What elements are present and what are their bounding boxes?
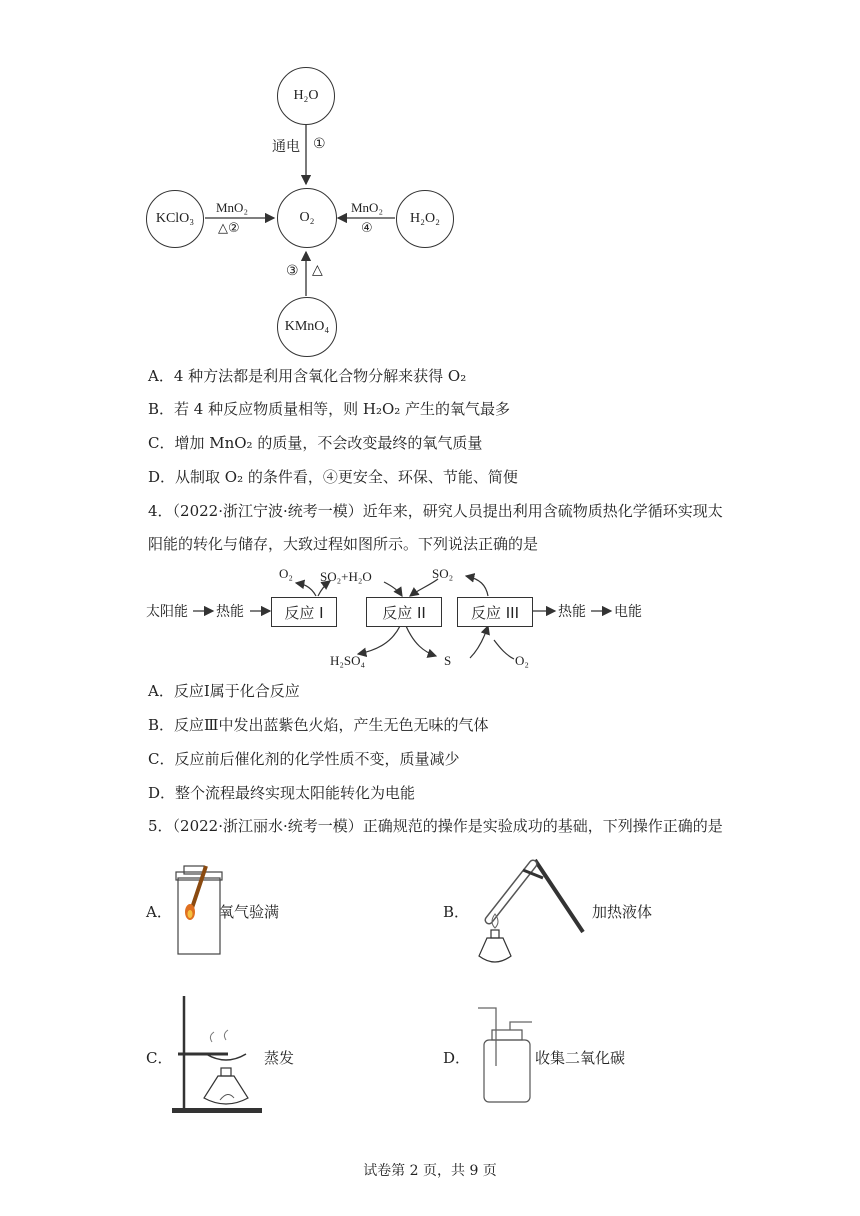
- label-heat-in: 热能: [216, 604, 244, 620]
- q5-option-b-letter: B．: [443, 903, 470, 921]
- label-electrolysis: 通电: [272, 139, 300, 155]
- page-footer: 试卷第 2 页，共 9 页: [363, 1163, 497, 1179]
- label-o2-top: O₂: [279, 566, 293, 581]
- q5-option-a-letter: A．: [146, 903, 172, 921]
- node-h2o: H₂O: [277, 67, 335, 125]
- q4-option-d: D．整个流程最终实现太阳能转化为电能: [148, 784, 416, 802]
- q5-option-a-caption: 氧气验满: [219, 903, 280, 921]
- label-heat-route-3: △: [312, 262, 323, 278]
- label-sulfur: S: [444, 653, 452, 668]
- q5-stem: 5．（2022·浙江丽水·统考一模）正确规范的操作是实验成功的基础，下列操作正确的是: [148, 817, 723, 835]
- q5-option-c-letter: C．: [146, 1049, 173, 1067]
- label-electric-energy: 电能: [614, 604, 642, 620]
- label-route-4: ④: [361, 221, 373, 236]
- label-heat-out: 热能: [558, 604, 586, 620]
- label-o2-bottom: O₂: [515, 653, 529, 668]
- label-so2-top: SO₂: [432, 566, 454, 581]
- q4-option-c: C．反应前后催化剂的化学性质不变，质量减少: [148, 750, 460, 768]
- q3-option-c: C．增加 MnO₂ 的质量，不会改变最终的氧气质量: [148, 434, 483, 452]
- node-h2o2: H₂O₂: [396, 190, 454, 248]
- q5-option-d-caption: 收集二氧化碳: [535, 1049, 626, 1067]
- label-route-3: ③: [286, 263, 299, 279]
- node-kclo3: KClO₃: [146, 190, 204, 248]
- q4-option-b: B．反应Ⅲ中发出蓝紫色火焰，产生无色无味的气体: [148, 716, 489, 734]
- q3-option-d: D．从制取 O₂ 的条件看，④更安全、环保、节能、简便: [148, 468, 518, 486]
- test-tube-heating-illustration: [465, 850, 590, 975]
- label-so2-h2o: SO₂+H₂O: [320, 569, 372, 584]
- label-h2so4: H₂SO₄: [330, 653, 366, 668]
- label-catalyst-left: MnO₂: [216, 200, 248, 215]
- label-route-1: ①: [313, 136, 326, 152]
- node-kmno4: KMnO₄: [277, 297, 337, 357]
- q5-option-b-caption: 加热液体: [592, 903, 653, 921]
- reaction-2-box: 反应 II: [366, 597, 442, 627]
- q5-option-c-caption: 蒸发: [264, 1049, 295, 1067]
- q3-option-b: B．若 4 种反应物质量相等，则 H₂O₂ 产生的氧气最多: [148, 400, 511, 418]
- q4-stem-line-2: 阳能的转化与储存，大致过程如图所示。下列说法正确的是: [148, 535, 539, 553]
- reaction-3-box: 反应 III: [457, 597, 533, 627]
- q4-option-a: A．反应Ⅰ属于化合反应: [148, 682, 300, 700]
- reaction-1-box: 反应 I: [271, 597, 337, 627]
- q5-option-d-letter: D．: [443, 1049, 471, 1067]
- label-heat-route-2: △②: [218, 221, 240, 236]
- node-o2: O₂: [277, 188, 337, 248]
- gas-collection-bottle-illustration: [470, 1004, 540, 1104]
- evaporation-illustration: [168, 990, 268, 1115]
- label-solar-energy: 太阳能: [146, 604, 188, 620]
- q3-option-a: A．4 种方法都是利用含氧化合物分解来获得 O₂: [148, 367, 467, 385]
- q4-stem-line-1: 4．（2022·浙江宁波·统考一模）近年来，研究人员提出利用含硫物质热化学循环实现太: [148, 502, 723, 520]
- label-catalyst-right: MnO₂: [351, 200, 383, 215]
